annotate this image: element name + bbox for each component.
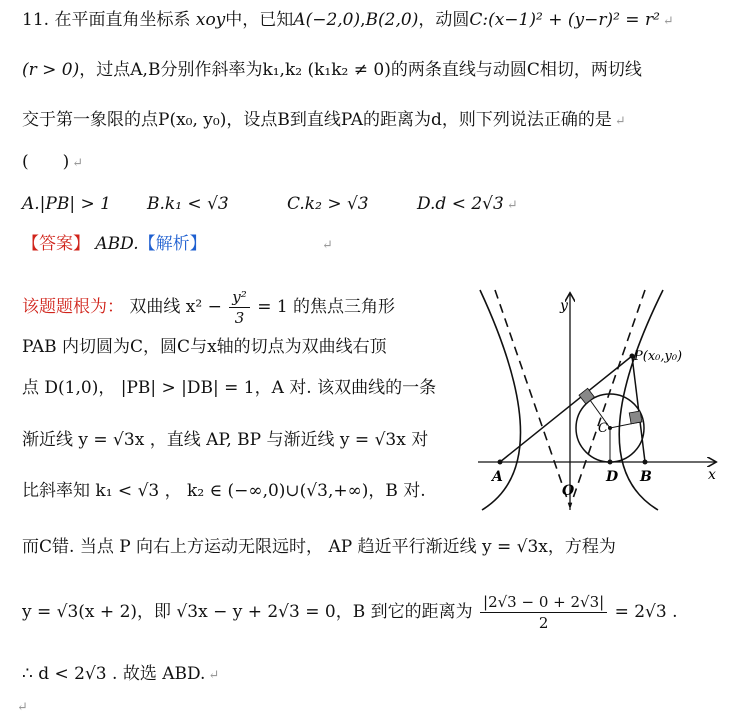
question-number: 11. (22, 10, 50, 30)
coord-system: xoy (195, 10, 226, 30)
analysis-label: 【解析】 (138, 234, 207, 254)
hyperbola-fraction (229, 287, 250, 328)
fraction-numerator: |2√3 − 0 + 2√3| (480, 592, 607, 613)
root-label: 该题题根为： (22, 297, 124, 317)
option-D: D.d < 2√3 (417, 194, 504, 214)
solution-5: 比斜率知 k₁ < √3 ， k₂ ∈ (−∞,0)∪(√3,+∞)，B 对. (22, 481, 426, 501)
question-text-1: 在平面直角坐标系 (54, 10, 191, 30)
solution-7-pre: y = √3(x + 2)，即 √3x − y + 2√3 = 0，B 到它的距离为 (22, 602, 473, 622)
solution-4: 渐近线 y = √3x ，直线 AP, BP 与渐近线 y = √3x 对 (22, 430, 429, 450)
trailing-line (14, 694, 28, 720)
distance-fraction (480, 592, 607, 633)
return-mark: ↵ (208, 668, 220, 683)
right-angle-marker (579, 388, 594, 403)
label-A: A (492, 469, 503, 485)
question-line-1: 11. 在平面直角坐标系 xoy中，已知A(−2,0),B(2,0)，动圆C:(x−1)² + (y−r)² = r² ↵ (22, 10, 674, 30)
solution-7-post: = 2√3 . (614, 602, 678, 622)
question-text-3: 交于第一象限的点P(x₀, y₀)，设点B到直线PA的距离为d，则下列说法正确的是 (22, 110, 612, 130)
point-D-dot (608, 460, 613, 465)
label-x: x (708, 467, 716, 483)
label-y: y (560, 298, 568, 314)
solution-line-4 (22, 428, 428, 452)
solution-line-3 (22, 376, 436, 400)
option-A: A.|PB| > 1 (22, 194, 111, 214)
label-P: P(x₀,y₀) (634, 349, 683, 364)
point-B: B(2,0) (365, 10, 419, 30)
point-C-dot (608, 426, 612, 430)
solution-1-post: = 1 的焦点三角形 (257, 297, 396, 317)
solution-line-8 (22, 662, 219, 688)
question-line-4 (22, 150, 83, 176)
solution-6: 而C错. 当点 P 向右上方运动无限远时， AP 趋近平行渐近线 y = √3x，方程为 (22, 537, 616, 557)
moving-circle-label: ，动圆 (418, 10, 470, 30)
right-angle-marker (629, 411, 642, 424)
fraction-denominator: 3 (234, 309, 245, 327)
return-mark: ↵ (614, 114, 626, 129)
return-mark: ↵ (662, 14, 674, 29)
solution-line-7 (22, 592, 678, 633)
solution-3: 点 D(1,0)， |PB| > |DB| = 1，A 对. 该双曲线的一条 (22, 378, 437, 398)
return-mark: ↵ (17, 700, 28, 715)
point-A: A(−2,0) (293, 10, 361, 30)
fraction-numerator: y² (229, 287, 250, 308)
solution-line-2 (22, 335, 387, 359)
question-text-2: ，过点A,B分别作斜率为k₁,k₂ (k₁k₂ ≠ 0)的两条直线与动圆C相切，两切线 (79, 60, 642, 80)
answer-label: 【答案】 (22, 234, 90, 254)
answer-value: ABD. (95, 234, 139, 254)
fraction-denominator: 2 (538, 614, 549, 632)
label-C: C (598, 421, 608, 436)
return-mark: ↵ (322, 238, 333, 253)
label-B: B (640, 469, 652, 485)
solution-line-6 (22, 535, 616, 559)
solution-line-5 (22, 479, 426, 503)
question-line-2 (22, 58, 642, 82)
option-C: C.k₂ > √3 (287, 194, 369, 214)
circle-equation: C:(x−1)² + (y−r)² = r² (469, 10, 660, 30)
radius-condition: (r > 0) (22, 60, 80, 80)
return-mark: ↵ (72, 156, 84, 171)
options-row (22, 192, 518, 218)
option-B: B.k₁ < √3 (147, 194, 229, 214)
asymptote-left (495, 290, 570, 507)
question-line-3 (22, 108, 626, 134)
solution-8: ∴ d < 2√3 . 故选 ABD. (22, 664, 206, 684)
point-A-dot (498, 460, 503, 465)
label-O: O (562, 483, 575, 499)
point-B-dot (643, 460, 648, 465)
solution-1-pre: 双曲线 x² − (129, 297, 222, 317)
answer-paren: ( ) (22, 152, 70, 172)
return-mark: ↵ (506, 198, 518, 213)
solution-line-1 (22, 287, 395, 328)
question-text-1b: 中，已知 (225, 10, 294, 30)
solution-2: PAB 内切圆为C，圆C与x轴的切点为双曲线右顶 (22, 337, 387, 357)
line-AP (500, 356, 632, 462)
hyperbola-figure (470, 282, 725, 514)
answer-line (22, 232, 333, 258)
label-D: D (606, 469, 619, 485)
